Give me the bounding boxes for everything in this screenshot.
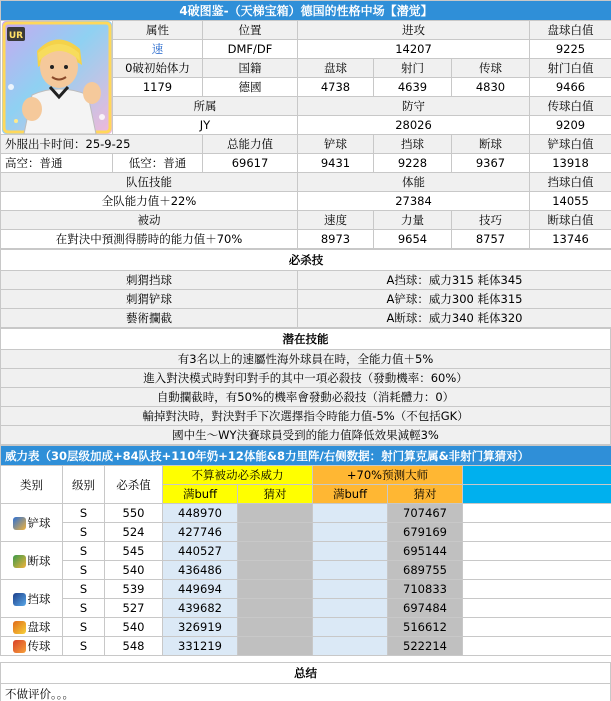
intercept-label: 断球: [452, 135, 530, 154]
table-row: [1, 618, 611, 637]
type-label: 铲球: [27, 515, 51, 530]
table-row: [1, 580, 611, 599]
type-label: 传球: [27, 639, 51, 653]
tackle-icon: [13, 517, 26, 530]
physical-label: 体能: [298, 173, 530, 192]
player-card-art: [2, 21, 112, 134]
power-table: [0, 445, 611, 662]
table-row: [1, 542, 611, 561]
full1-cell: 440527: [163, 542, 238, 561]
guess-header: 猜对: [238, 485, 313, 504]
value-cell: 545: [105, 542, 163, 561]
guess1-cell: [238, 618, 313, 637]
level-cell: S: [63, 580, 105, 599]
shoot-label: 射门: [374, 59, 452, 78]
total-label: 总能力值: [203, 135, 298, 154]
table-row: [1, 599, 611, 618]
type-label: 断球: [27, 553, 51, 568]
value-cell: 550: [105, 504, 163, 523]
extra-cell: [463, 561, 611, 580]
level-cell: S: [63, 561, 105, 580]
level-cell: S: [63, 599, 105, 618]
extra-cell: [463, 618, 611, 637]
full-buff-header: 满buff: [313, 485, 388, 504]
latent-skill: 自動攔截時，有50%的機率會發動必殺技（消耗體力：0）: [1, 388, 611, 407]
table-row: [1, 637, 611, 656]
shoot-value: 4639: [374, 78, 452, 97]
guess1-cell: [238, 542, 313, 561]
guess1-cell: [238, 504, 313, 523]
full1-cell: 449694: [163, 580, 238, 599]
attr-value: 速: [113, 40, 203, 59]
power-label: 力量: [374, 211, 452, 230]
pass-value: 4830: [452, 78, 530, 97]
defense-value: 28026: [298, 116, 530, 135]
value-cell: 539: [105, 580, 163, 599]
value-cell: 540: [105, 618, 163, 637]
pass-label: 传球: [452, 59, 530, 78]
nation-value: 德國: [203, 78, 298, 97]
summary-text: 不做评价。。。: [1, 683, 611, 701]
guess2-cell: 689755: [388, 561, 463, 580]
speed-label: 速度: [298, 211, 374, 230]
skill-name: 刺猬挡球: [1, 271, 298, 290]
passive-label: 被动: [1, 211, 298, 230]
extra-cell: [463, 580, 611, 599]
table-row: [1, 523, 611, 542]
low-ball: 低空：普通: [113, 154, 203, 173]
extra-cell: [463, 637, 611, 656]
type-label: 盘球: [27, 620, 51, 634]
power-table-title: 威力表（30层级加成+84队技+110年奶+12体能&8力里阵/右侧数据：射门算克属&非射门算猜对）: [1, 446, 611, 466]
extra-cell: [463, 523, 611, 542]
team-skill-value: 全队能力值＋22%: [1, 192, 298, 211]
skills-table: [0, 249, 611, 328]
guess1-cell: [238, 561, 313, 580]
shoot-white-value: 9466: [530, 78, 611, 97]
block-label: 挡球: [374, 135, 452, 154]
full2-cell: [313, 637, 388, 656]
player-info-table: [0, 0, 611, 249]
guess2-cell: 516612: [388, 618, 463, 637]
team-value: JY: [113, 116, 298, 135]
card-title: 4破图鉴-（天梯宝箱）德国的性格中场【潜觉】: [1, 1, 611, 21]
extra-cell: [463, 504, 611, 523]
full2-cell: [313, 561, 388, 580]
intercept-value: 9367: [452, 154, 530, 173]
full2-cell: [313, 504, 388, 523]
svg-text:UR: UR: [8, 31, 23, 41]
guess1-cell: [238, 637, 313, 656]
team-label: 所属: [113, 97, 298, 116]
dribble-value: 4738: [298, 78, 374, 97]
speed-value: 8973: [298, 230, 374, 249]
full2-cell: [313, 523, 388, 542]
full1-cell: 448970: [163, 504, 238, 523]
dribble-label: 盘球: [298, 59, 374, 78]
technique-label: 技巧: [452, 211, 530, 230]
technique-value: 8757: [452, 230, 530, 249]
pass-white-label: 传球白值: [530, 97, 611, 116]
player-avatar: [2, 21, 112, 134]
full1-cell: 326919: [163, 618, 238, 637]
position-label: 位置: [203, 21, 298, 40]
block-white-label: 挡球白值: [530, 173, 611, 192]
intercept-white-label: 断球白值: [530, 211, 611, 230]
full2-cell: [313, 542, 388, 561]
block-icon: [13, 593, 26, 606]
position-value: DMF/DF: [203, 40, 298, 59]
skill-name: 藝術攔截: [1, 309, 298, 328]
skill-power-col-header: 必杀值: [105, 466, 163, 504]
team-skill-label: 队伍技能: [1, 173, 298, 192]
full2-cell: [313, 580, 388, 599]
full1-cell: 331219: [163, 637, 238, 656]
release-date: 外服出卡时间：25-9-25: [1, 135, 203, 154]
latent-skill: 進入對決模式時對印對手的其中一項必殺技（發動機率：60%）: [1, 369, 611, 388]
dribble-white-label: 盘球白值: [530, 21, 611, 40]
guess1-cell: [238, 523, 313, 542]
block-value: 9228: [374, 154, 452, 173]
type-cell: [1, 618, 63, 637]
table-row: [1, 561, 611, 580]
block-white-value: 14055: [530, 192, 611, 211]
pass-icon: [13, 640, 26, 653]
level-cell: S: [63, 542, 105, 561]
physical-value: 27384: [298, 192, 530, 211]
skill-desc: A断球：威力340 耗体320: [298, 309, 611, 328]
type-cell: [1, 542, 63, 580]
skills-header: 必杀技: [1, 250, 611, 271]
summary-table: [0, 662, 611, 701]
stamina-value: 1179: [113, 78, 203, 97]
total-value: 69617: [203, 154, 298, 173]
guess2-cell: 707467: [388, 504, 463, 523]
intercept-icon: [13, 555, 26, 568]
full2-cell: [313, 599, 388, 618]
shoot-white-label: 射门白值: [530, 59, 611, 78]
passive-value: 在對決中預測得勝時的能力值＋70%: [1, 230, 298, 249]
level-cell: S: [63, 504, 105, 523]
level-col-header: 级别: [63, 466, 105, 504]
level-cell: S: [63, 637, 105, 656]
tackle-white-value: 13918: [530, 154, 611, 173]
skill-desc: A铲球：威力300 耗体315: [298, 290, 611, 309]
skill-desc: A挡球：威力315 耗体345: [298, 271, 611, 290]
value-cell: 524: [105, 523, 163, 542]
latent-skill: 輸掉對決時，對決對手下次選擇指令時能力值-5%（不包括GK）: [1, 407, 611, 426]
latent-header: 潜在技能: [1, 329, 611, 350]
intercept-white-value: 13746: [530, 230, 611, 249]
full1-cell: 436486: [163, 561, 238, 580]
guess1-cell: [238, 599, 313, 618]
attr-label: 属性: [113, 21, 203, 40]
guess2-cell: 695144: [388, 542, 463, 561]
guess2-cell: 679169: [388, 523, 463, 542]
level-cell: S: [63, 523, 105, 542]
tackle-white-label: 铲球白值: [530, 135, 611, 154]
guess1-cell: [238, 580, 313, 599]
level-cell: S: [63, 618, 105, 637]
tackle-label: 铲球: [298, 135, 374, 154]
full-buff-header: 满buff: [163, 485, 238, 504]
high-ball: 高空：普通: [1, 154, 113, 173]
guess2-cell: 522214: [388, 637, 463, 656]
power-value: 9654: [374, 230, 452, 249]
guess2-cell: 710833: [388, 580, 463, 599]
latent-skill: 國中生～WY決賽球員受到的能力值降低效果減輕3%: [1, 426, 611, 445]
nation-label: 国籍: [203, 59, 298, 78]
type-cell: [1, 637, 63, 656]
type-col-header: 类别: [1, 466, 63, 504]
skill-name: 刺猬铲球: [1, 290, 298, 309]
value-cell: 540: [105, 561, 163, 580]
tackle-value: 9431: [298, 154, 374, 173]
no-passive-group: 不算被动必杀威力: [163, 466, 313, 485]
extra-header: [463, 485, 611, 504]
attack-label: 进攻: [298, 21, 530, 40]
value-cell: 548: [105, 637, 163, 656]
guess-header: 猜对: [388, 485, 463, 504]
dribble-icon: [13, 621, 26, 634]
defense-label: 防守: [298, 97, 530, 116]
type-cell: [1, 580, 63, 618]
full1-cell: 439682: [163, 599, 238, 618]
stamina-label: 0破初始体力: [113, 59, 203, 78]
full2-cell: [313, 618, 388, 637]
table-row: [1, 504, 611, 523]
latent-skill: 有3名以上的速屬性海外球員在時，全能力值＋5%: [1, 350, 611, 369]
extra-cell: [463, 542, 611, 561]
predict-master-group: +70%预测大师: [313, 466, 463, 485]
extra-group: [463, 466, 611, 485]
value-cell: 527: [105, 599, 163, 618]
pass-white-value: 9209: [530, 116, 611, 135]
guess2-cell: 697484: [388, 599, 463, 618]
latent-table: [0, 328, 611, 445]
summary-header: 总结: [1, 662, 611, 683]
type-label: 挡球: [27, 591, 51, 606]
dribble-white-value: 9225: [530, 40, 611, 59]
attack-value: 14207: [298, 40, 530, 59]
extra-cell: [463, 599, 611, 618]
full1-cell: 427746: [163, 523, 238, 542]
type-cell: [1, 504, 63, 542]
player-portrait: [1, 21, 113, 135]
